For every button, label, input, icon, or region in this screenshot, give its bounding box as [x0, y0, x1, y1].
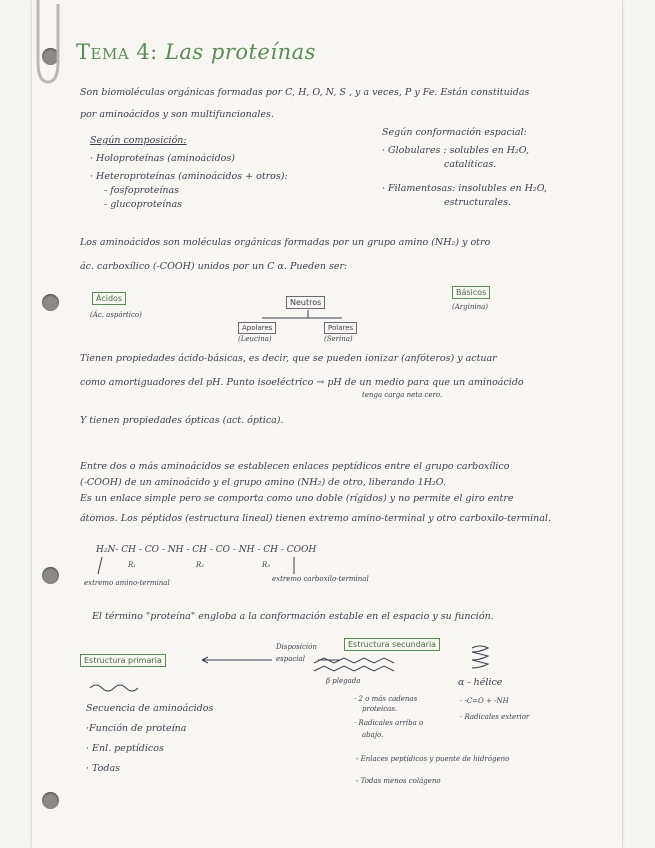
acidic-example: (Ác. aspártico) [90, 311, 142, 319]
alpha-helix-icon [472, 646, 488, 668]
neutral-box: Neutros [286, 296, 325, 309]
spatial-arrangement-2: espacial [276, 655, 305, 663]
peptide-formula: H₂N- CH - CO - NH - CH - CO - NH - CH - COOH [96, 545, 317, 555]
secondary-structure-box: Estructura secundaria [344, 638, 440, 651]
composition-heading: Según composición: [90, 135, 187, 146]
filamentous-desc: estructurales. [444, 197, 511, 208]
polar-box: Polares [324, 322, 357, 334]
filamentous-item: · Filamentosas: insolubles en H₂O, [382, 183, 547, 194]
primary-item-1: Secuencia de aminoácidos [86, 703, 214, 714]
heteroprotein-item: · Heteroproteínas (aminoácidos + otros): [90, 171, 288, 182]
title-prefix: Tema 4: [76, 40, 158, 64]
acidic-box: Ácidos [92, 292, 126, 305]
basic-example: (Arginina) [452, 303, 489, 311]
apolar-example: (Leucina) [238, 335, 272, 343]
peptide-line-2: (-COOH) de un aminoácido y el grupo amino (NH₂) de otro, liberando 1H₂O. [80, 477, 447, 488]
radical-r2: R₂ [196, 561, 205, 569]
apolar-box: Apolares [238, 322, 276, 334]
basic-box: Básicos [452, 286, 490, 299]
intro-line-2: por aminoácidos y son multifuncionales. [80, 109, 274, 120]
aminoacid-line-1: Los aminoácidos son moléculas orgánicas formadas por un grupo amino (NH₂) y otro [80, 237, 491, 248]
alpha-item-1: · -C=O + -NH [460, 697, 509, 705]
primary-structure-box: Estructura primaria [80, 654, 166, 667]
binder-ring-icon [38, 0, 58, 82]
notebook-page [32, 0, 622, 848]
radical-r3: R₃ [262, 561, 271, 569]
beta-item-2b: abajo. [362, 731, 384, 739]
peptide-line-3: Es un enlace simple pero se comporta como uno doble (rígidos) y no permite el giro entre [80, 493, 514, 504]
spatial-arrangement-1: Disposición [276, 643, 317, 651]
properties-line-2: como amortiguadores del pH. Punto isoeléctrico → pH de un medio para que un aminoácido [80, 377, 524, 388]
glycoprotein-item: - glucoproteínas [104, 199, 182, 210]
secondary-summary-1: - Enlaces peptídicos y puente de hidrógeno [356, 755, 510, 763]
peptide-line-4: átomos. Los péptidos (estructura lineal) tienen extremo amino-terminal y otro carboxilo-terminal. [80, 513, 551, 524]
beta-item-2a: · Radicales arriba o [354, 719, 424, 727]
globular-desc: catalíticas. [444, 159, 497, 170]
protein-definition: El término "proteína" engloba a la conformación estable en el espacio y su función. [92, 611, 494, 622]
page-title [76, 40, 316, 64]
beta-item-1a: · 2 o más cadenas [354, 695, 418, 703]
optical-line: Y tienen propiedades ópticas (act. óptica). [80, 415, 284, 426]
primary-item-4: · Todas [86, 763, 120, 774]
properties-line-3: tenga carga neta cero. [362, 391, 443, 399]
intro-line-1: Son biomoléculas orgánicas formadas por C, H, O, N, S , y a veces, P y Fe. Están constituidas [80, 87, 530, 98]
globular-item: · Globulares : solubles en H₂O, [382, 145, 530, 156]
beta-sheet-label: β plegada [326, 677, 361, 685]
conformation-heading: Según conformación espacial: [382, 127, 527, 138]
amino-terminal-label: extremo amino-terminal [84, 579, 170, 587]
radical-r1: R₁ [128, 561, 137, 569]
aminoacid-line-2: ác. carboxílico (-COOH) unidos por un C α. Pueden ser: [80, 261, 348, 272]
primary-item-3: · Enl. peptídicos [86, 743, 164, 754]
holoprotein-item: · Holoproteínas (aminoácidos) [90, 153, 235, 164]
phosphoprotein-item: - fosfoproteínas [104, 185, 180, 196]
primary-chain-icon [90, 685, 138, 691]
secondary-summary-2: - Todas menos colágeno [356, 777, 441, 785]
polar-example: (Serina) [324, 335, 353, 343]
beta-item-1b: proteicas. [362, 705, 398, 713]
peptide-line-1: Entre dos o más aminoácidos se establecen enlaces peptídicos entre el grupo carboxílico [80, 461, 510, 472]
carboxyl-terminal-label: extremo carboxilo-terminal [272, 575, 369, 583]
primary-item-2: ·Función de proteína [86, 723, 187, 734]
properties-line-1: Tienen propiedades ácido-básicas, es decir, que se pueden ionizar (anfóteros) y actuar [80, 353, 497, 364]
alpha-helix-label: α - hélice [458, 677, 503, 688]
alpha-item-2: · Radicales exterior [460, 713, 530, 721]
title-main: Las proteínas [164, 40, 316, 64]
